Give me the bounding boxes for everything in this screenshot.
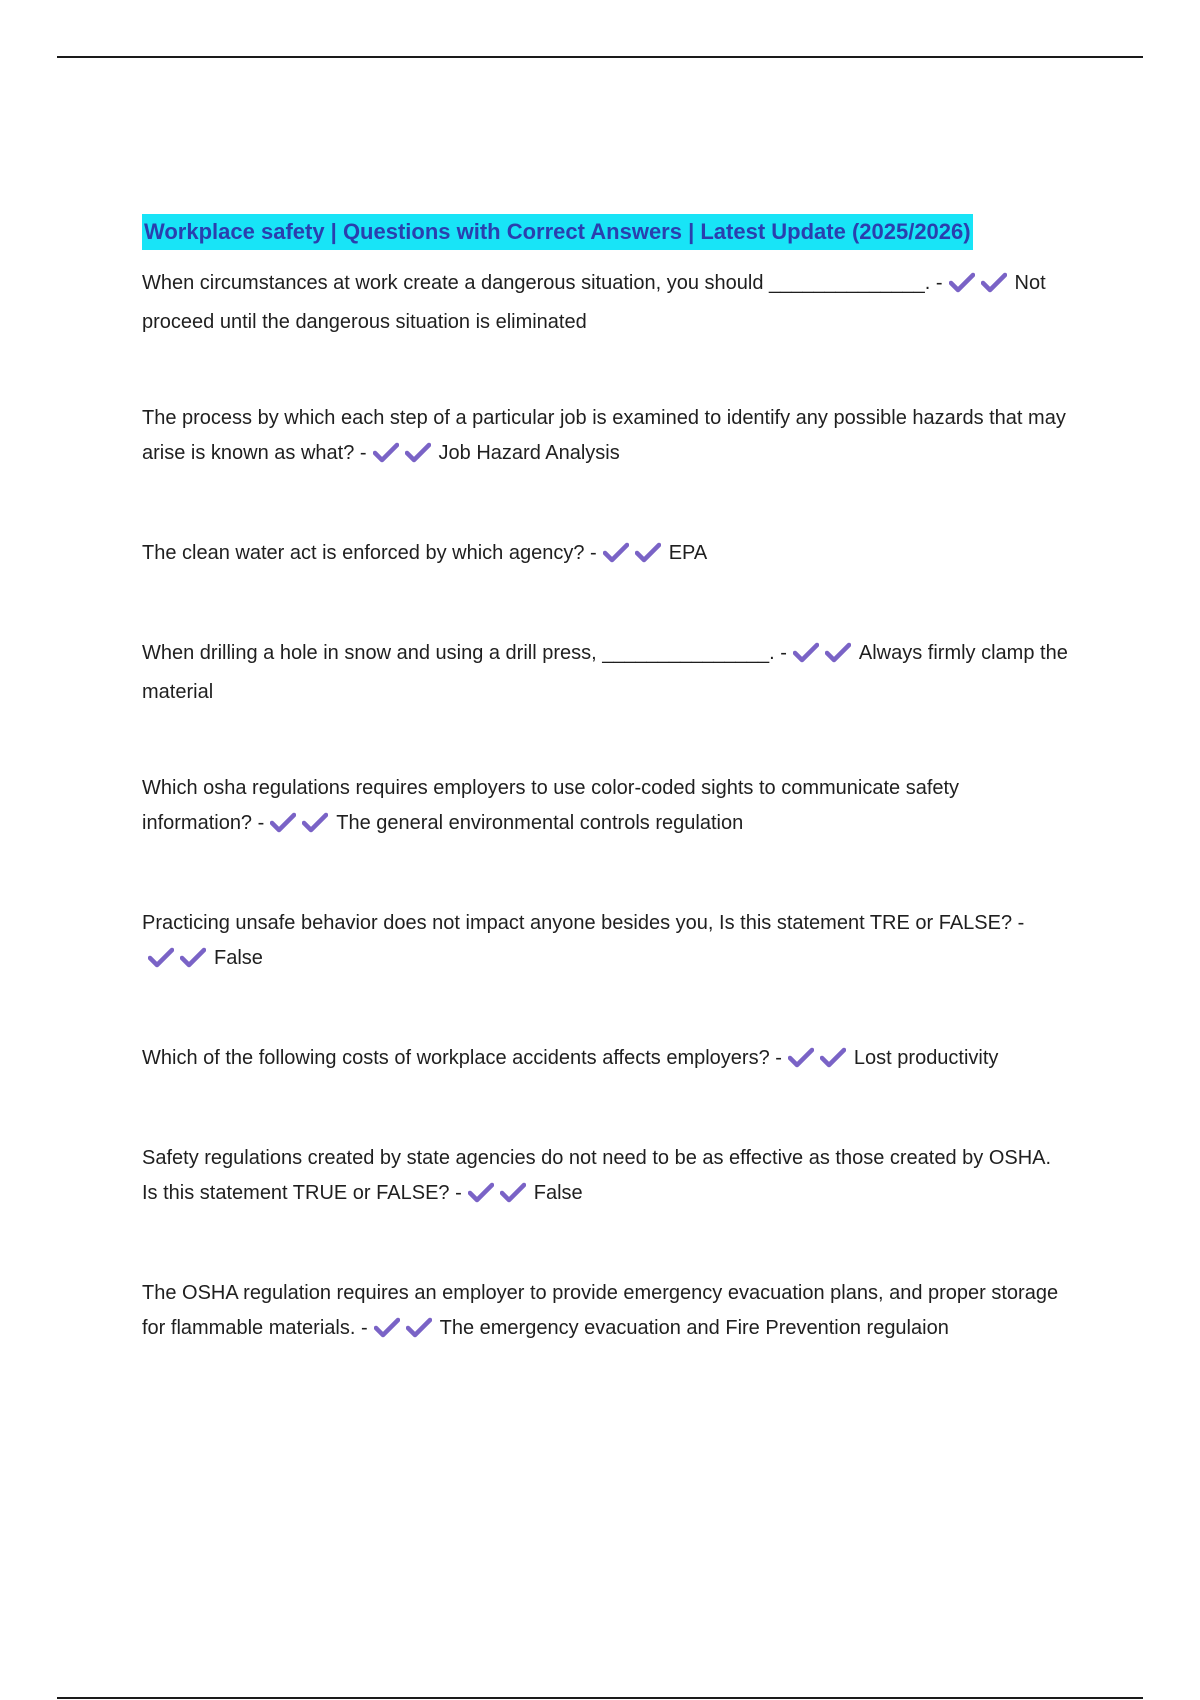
answer-text: EPA	[668, 542, 708, 564]
double-check-icon	[788, 1045, 852, 1080]
question-text: When circumstances at work create a dangerous situation, you should ______________. -	[142, 272, 943, 294]
answer-text: The emergency evacuation and Fire Prevention regulaion	[439, 1317, 949, 1339]
check-icon	[825, 641, 851, 663]
qa-item	[142, 771, 1072, 845]
check-icon	[270, 811, 296, 833]
check-icon	[406, 1316, 432, 1338]
check-icon	[603, 541, 629, 563]
check-icon	[500, 1181, 526, 1203]
document-body	[142, 214, 1072, 1350]
question-text: The OSHA regulation requires an employer to provide emergency evacuation plans, and proper storage for flammable materials. -	[142, 1282, 1059, 1339]
document-title: Workplace safety | Questions with Correct Answers | Latest Update (2025/2026)	[142, 214, 973, 250]
double-check-icon	[949, 270, 1013, 305]
qa-item	[142, 1041, 1072, 1080]
question-text: Which of the following costs of workplace accidents affects employers? -	[142, 1047, 782, 1069]
qa-item	[142, 401, 1072, 475]
check-icon	[373, 441, 399, 463]
question-text: Which osha regulations requires employers to use color-coded sights to communicate safety information? -	[142, 777, 960, 834]
qa-item	[142, 906, 1072, 980]
check-icon	[374, 1316, 400, 1338]
answer-text: Lost productivity	[853, 1047, 999, 1069]
check-icon	[468, 1181, 494, 1203]
question-text: Practicing unsafe behavior does not impact anyone besides you, Is this statement TRE or FALSE? -	[142, 912, 1025, 934]
answer-text: False	[214, 947, 263, 969]
answer-text: Not proceed until the dangerous situation is eliminated	[142, 272, 1046, 333]
double-check-icon	[374, 1315, 438, 1350]
top-rule	[57, 56, 1143, 58]
qa-item	[142, 536, 1072, 575]
check-icon	[949, 271, 975, 293]
double-check-icon	[373, 440, 437, 475]
qa-item	[142, 1276, 1072, 1350]
qa-item	[142, 1141, 1072, 1215]
qa-item	[142, 266, 1072, 340]
answer-text: Always firmly clamp the material	[142, 642, 1068, 703]
double-check-icon	[468, 1180, 532, 1215]
check-icon	[302, 811, 328, 833]
answer-text: False	[533, 1182, 583, 1204]
check-icon	[635, 541, 661, 563]
qa-list	[142, 266, 1072, 1350]
question-text: When drilling a hole in snow and using a drill press, _______________. -	[142, 642, 787, 664]
question-text: Safety regulations created by state agencies do not need to be as effective as those created by OSHA. Is this statement TRUE or FALSE? -	[142, 1147, 1052, 1204]
bottom-rule	[57, 1697, 1143, 1699]
check-icon	[788, 1046, 814, 1068]
answer-text: The general environmental controls regulation	[336, 812, 744, 834]
qa-item	[142, 636, 1072, 710]
check-icon	[148, 946, 174, 968]
double-check-icon	[270, 810, 334, 845]
double-check-icon	[793, 640, 857, 675]
check-icon	[180, 946, 206, 968]
double-check-icon	[148, 945, 212, 980]
check-icon	[793, 641, 819, 663]
check-icon	[820, 1046, 846, 1068]
check-icon	[981, 271, 1007, 293]
check-icon	[405, 441, 431, 463]
question-text: The process by which each step of a particular job is examined to identify any possible hazards that may arise is known as what? -	[142, 407, 1066, 464]
question-text: The clean water act is enforced by which agency? -	[142, 542, 597, 564]
double-check-icon	[603, 540, 667, 575]
answer-text: Job Hazard Analysis	[438, 442, 620, 464]
